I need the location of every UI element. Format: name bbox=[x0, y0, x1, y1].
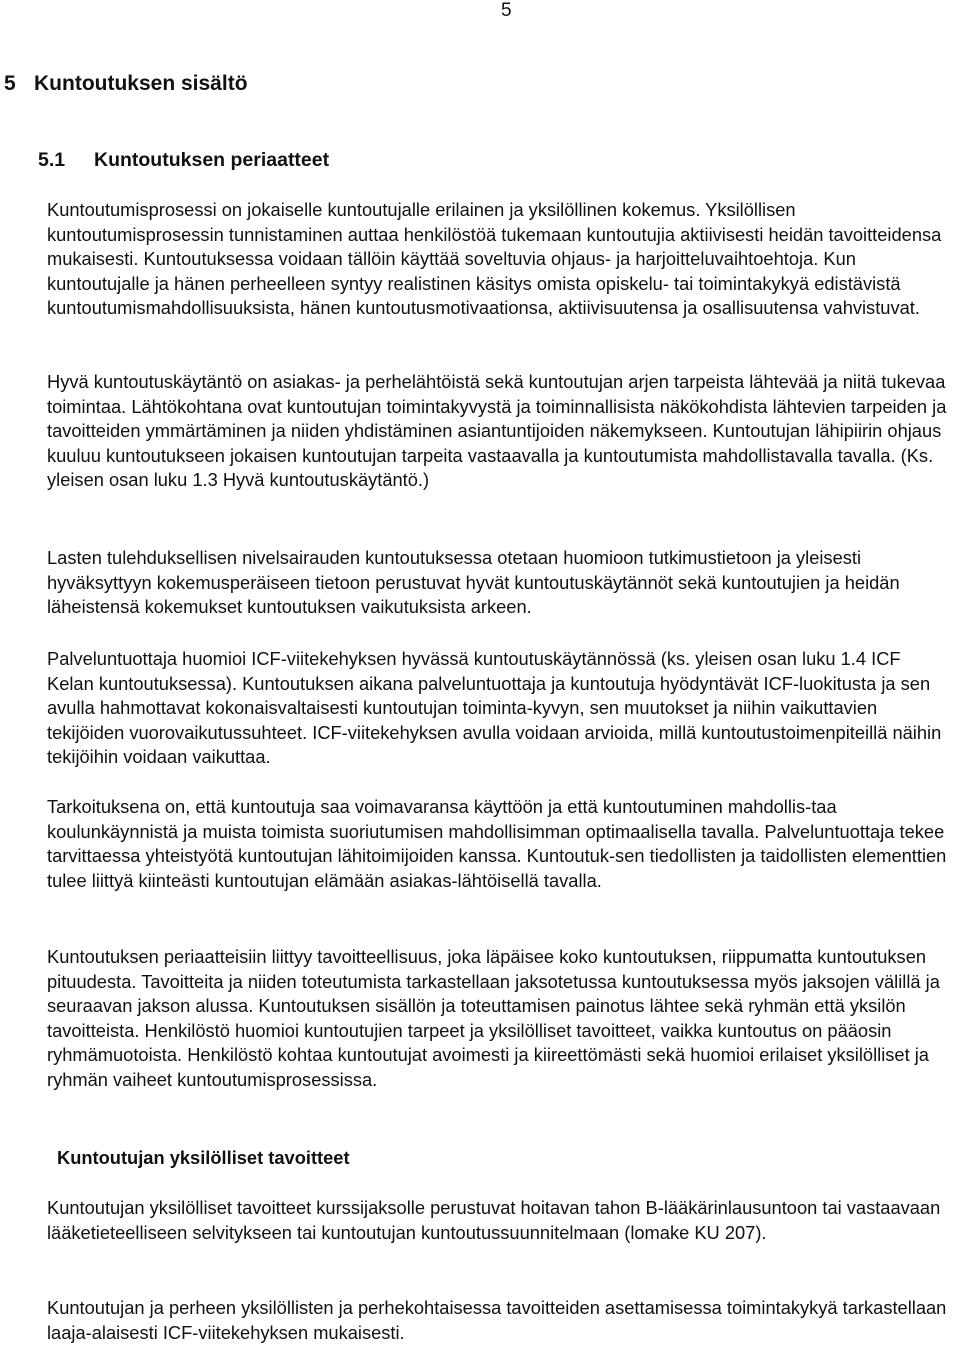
subsection-heading: Kuntoutujan yksilölliset tavoitteet bbox=[57, 1147, 350, 1168]
section-title: Kuntoutuksen periaatteet bbox=[94, 149, 330, 171]
section-number: 5.1 bbox=[38, 149, 66, 171]
paragraph: Hyvä kuntoutuskäytäntö on asiakas- ja perhelähtöistä sekä kuntoutujan arjen tarpeista lähtevää ja niitä tukevaa toimintaa. Lähtökohtana ovat kuntoutujan toimintakyvystä ja toiminnallisista näkökohdista lähtevien tarpeiden ja tavoitteiden ymmärtäminen ja niiden yhdistäminen asiantuntijoiden näkemykseen. Kuntoutujan lähipiirin ohjaus kuuluu kuntoutukseen jokaisen kuntoutujan tarpeita vastaavalla ja kuntoutumista mahdollistavalla tavalla. (Ks. yleisen osan luku 1.3 Hyvä kuntoutuskäytäntö.) bbox=[47, 371, 947, 491]
paragraph: Lasten tulehduksellisen nivelsairauden kuntoutuksessa otetaan huomioon tutkimustietoon ja yleisesti hyväksyttyyn kokemusperäiseen tietoon perustuvat hyvät kuntoutuskäytännöt sekä kuntoutujien ja heidän läheistensä kokemukset kuntoutuksen vaikutuksista arkeen. bbox=[47, 547, 900, 618]
paragraph: Kuntoutujan yksilölliset tavoitteet kurssijaksolle perustuvat hoitavan tahon B-lääkärinlausuntoon tai vastaavaan lääketieteelliseen selvitykseen tai kuntoutujan kuntoutussuunnitelmaan (lomake KU 207). bbox=[47, 1197, 941, 1243]
chapter-heading bbox=[0, 70, 248, 98]
chapter-title: Kuntoutuksen sisältö bbox=[34, 72, 248, 95]
paragraph: Tarkoituksena on, että kuntoutuja saa voimavaransa käyttöön ja että kuntoutuminen mahdollis-taa koulunkäynnistä ja muista toimista suoriutumisen mahdollisimman optimaalisella tavalla. Palveluntuottaja tekee tarvittaessa yhteistyötä kuntoutujan lähitoimijoiden kanssa. Kuntoutuk-sen tiedollisten ja taidollisten elementtien tulee liittyä kiinteästi kuntoutujan elämään asiakas-lähtöisellä tavalla. bbox=[47, 796, 947, 891]
paragraph: Palveluntuottaja huomioi ICF-viitekehyksen hyvässä kuntoutuskäytännössä (ks. yleisen osan luku 1.4 ICF Kelan kuntoutuksessa). Kuntoutuksen aikana palveluntuottaja ja kuntoutuja hyödyntävät ICF-luokitusta ja sen avulla hahmottavat kokonaisvaltaisesti kuntoutujan toiminta-kyvyn, sen muutokset ja niihin vaikuttavien tekijöiden vuorovaikutussuhteet. ICF-viitekehyksen avulla voidaan arvioida, millä kuntoutustoimenpiteillä näihin tekijöihin voidaan vaikuttaa. bbox=[47, 648, 942, 768]
page-number: 5 bbox=[501, 0, 512, 21]
section-heading bbox=[38, 146, 329, 174]
paragraph: Kuntoutujan ja perheen yksilöllisten ja perhekohtaisessa tavoitteiden asettamisessa toimintakykyä tarkastellaan laaja-alaisesti ICF-viitekehyksen mukaisesti. bbox=[47, 1297, 947, 1343]
paragraph: Kuntoutumisprosessi on jokaiselle kuntoutujalle erilainen ja yksilöllinen kokemus. Yksilöllisen kuntoutumisprosessin tunnistaminen auttaa henkilöstöä tukemaan kuntoutujia aktiivisesti heidän tavoitteidensa mukaisesti. Kuntoutuksessa voidaan tällöin käyttää soveltuvia ohjaus- ja harjoitteluvaihtoehtoja. Kun kuntoutujalle ja hänen perheelleen syntyy realistinen käsitys omista opiskelu- tai toimintakykyä edistävistä kuntoutumismahdollisuuksista, hänen kuntoutusmotivaationsa, aktiivisuutensa ja osallisuutensa vahvistuvat. bbox=[47, 199, 942, 319]
paragraph: Kuntoutuksen periaatteisiin liittyy tavoitteellisuus, joka läpäisee koko kuntoutuksen, riippumatta kuntoutuksen pituudesta. Tavoitteita ja niiden toteutumista tarkastellaan jaksotetussa kuntoutuksessa myös jaksojen välillä ja seuraavan jakson alussa. Kuntoutuksen sisällön ja toteuttamisen painotus lähtee sekä ryhmän että yksilön tavoitteista. Henkilöstö huomioi kuntoutujien tarpeet ja yksilölliset tavoitteet, vaikka kuntoutus on pääosin ryhmämuotoista. Henkilöstö kohtaa kuntoutujat avoimesti ja kiireettömästi sekä huomioi erilaiset yksilölliset ja ryhmän vaiheet kuntoutumisprosessissa. bbox=[47, 946, 940, 1090]
chapter-number: 5 bbox=[4, 72, 16, 95]
